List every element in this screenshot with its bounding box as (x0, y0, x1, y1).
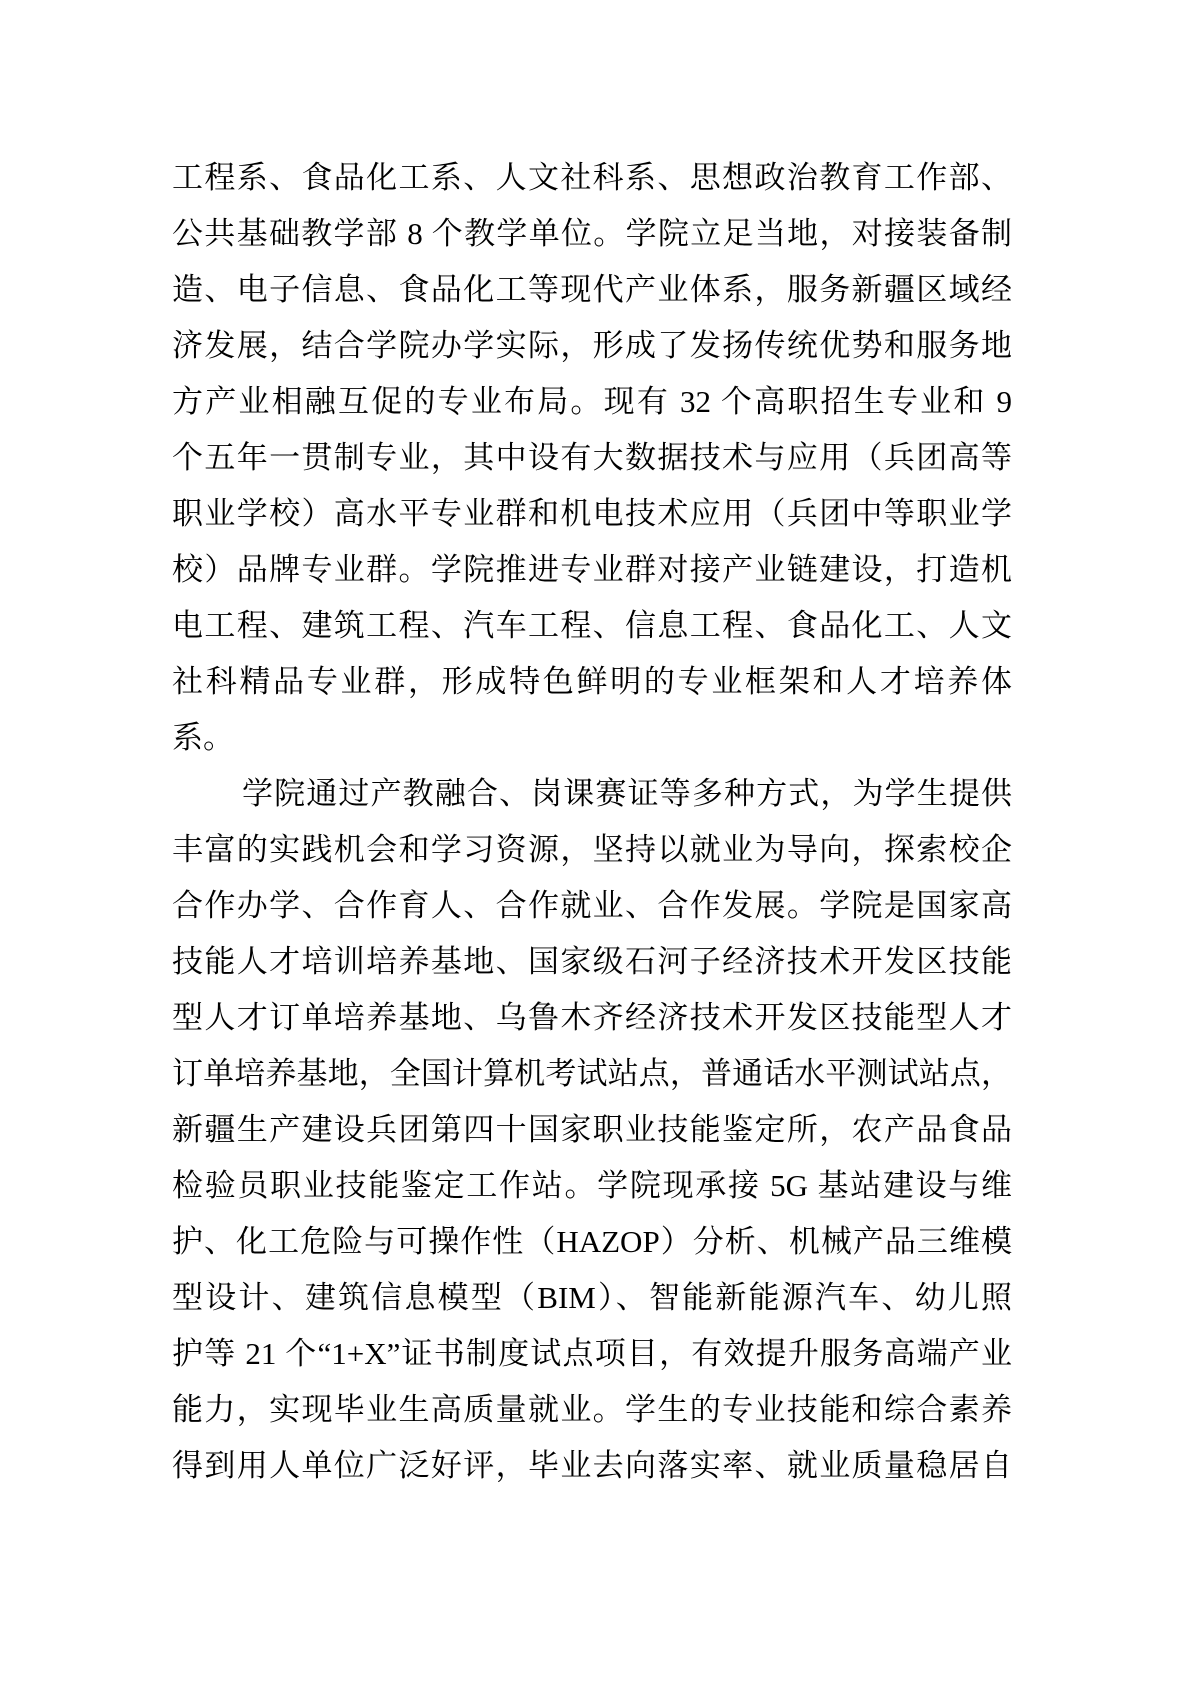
text-line: 个五年一贯制专业，其中设有大数据技术与应用（兵团高等 (172, 440, 1012, 475)
text-line: 订单培养基地，全国计算机考试站点，普通话水平测试站点， (172, 1056, 1012, 1091)
text-block (172, 150, 1012, 1494)
text-line: 新疆生产建设兵团第四十国家职业技能鉴定所，农产品食品 (172, 1112, 1012, 1147)
text-line: 学院通过产教融合、岗课赛证等多种方式，为学生提供 (242, 776, 1012, 811)
text-line: 校）品牌专业群。学院推进专业群对接产业链建设，打造机 (172, 552, 1012, 587)
text-line: 社科精品专业群，形成特色鲜明的专业框架和人才培养体 (172, 664, 1012, 699)
text-line: 得到用人单位广泛好评，毕业去向落实率、就业质量稳居自 (172, 1448, 1012, 1483)
text-line: 职业学校）高水平专业群和机电技术应用（兵团中等职业学 (172, 496, 1012, 531)
text-line: 护等 21 个“1+X”证书制度试点项目，有效提升服务高端产业 (172, 1336, 1012, 1371)
paragraph (172, 766, 1012, 1494)
text-line: 技能人才培训培养基地、国家级石河子经济技术开发区技能 (172, 944, 1012, 979)
text-line: 工程系、食品化工系、人文社科系、思想政治教育工作部、 (172, 160, 1012, 195)
text-line: 护、化工危险与可操作性（HAZOP）分析、机械产品三维模 (172, 1224, 1012, 1259)
text-line: 型设计、建筑信息模型（BIM）、智能新能源汽车、幼儿照 (172, 1280, 1012, 1315)
text-line: 方产业相融互促的专业布局。现有 32 个高职招生专业和 9 (172, 384, 1012, 419)
text-line: 合作办学、合作育人、合作就业、合作发展。学院是国家高 (172, 888, 1012, 923)
text-line: 能力，实现毕业生高质量就业。学生的专业技能和综合素养 (172, 1392, 1012, 1427)
text-line: 济发展，结合学院办学实际，形成了发扬传统优势和服务地 (172, 328, 1012, 363)
text-line: 造、电子信息、食品化工等现代产业体系，服务新疆区域经 (172, 272, 1012, 307)
text-line: 公共基础教学部 8 个教学单位。学院立足当地，对接装备制 (172, 216, 1012, 251)
text-line: 丰富的实践机会和学习资源，坚持以就业为导向，探索校企 (172, 832, 1012, 867)
paragraph (172, 150, 1012, 766)
text-line: 型人才订单培养基地、乌鲁木齐经济技术开发区技能型人才 (172, 1000, 1012, 1035)
text-line: 电工程、建筑工程、汽车工程、信息工程、食品化工、人文 (172, 608, 1012, 643)
text-line: 检验员职业技能鉴定工作站。学院现承接 5G 基站建设与维 (172, 1168, 1012, 1203)
text-line: 系。 (172, 720, 234, 755)
